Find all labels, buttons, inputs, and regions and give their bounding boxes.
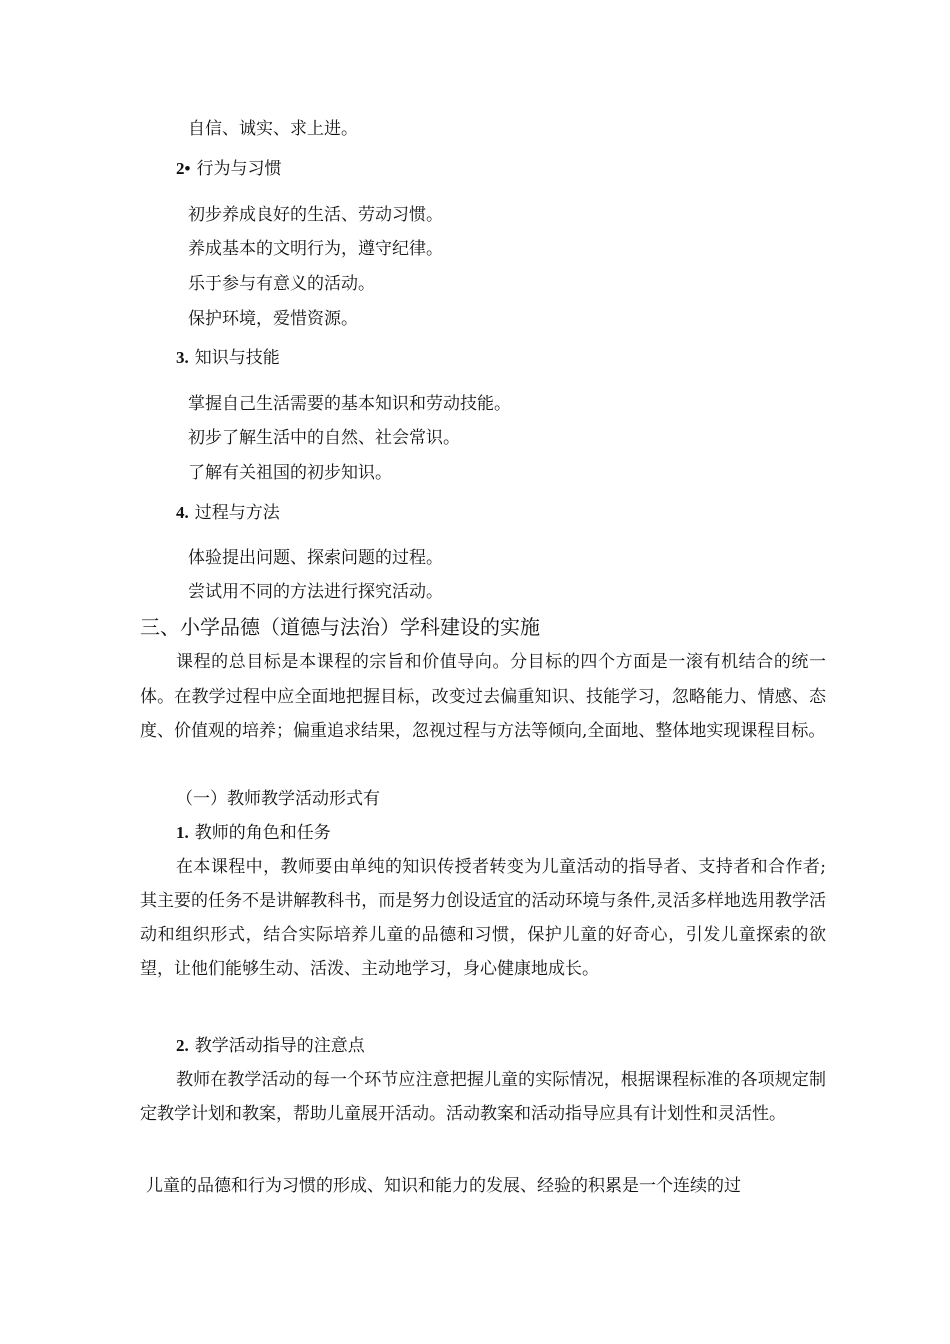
- list-item: 了解有关祖国的初步知识。: [188, 463, 392, 483]
- subheading-title: 过程与方法: [194, 503, 280, 523]
- subheading-number: 2.: [176, 1036, 189, 1055]
- subheading-number: 3.: [176, 348, 189, 367]
- subheading-teacher-role: [176, 822, 331, 844]
- subheading-number: 4.: [176, 503, 189, 522]
- subheading-number: 1.: [176, 823, 189, 842]
- list-item: 初步养成良好的生活、劳动习惯。: [188, 205, 443, 225]
- list-item: 保护环境，爱惜资源。: [188, 309, 358, 329]
- subheading-title: 行为与习惯: [196, 159, 282, 179]
- list-item: 体验提出问题、探索问题的过程。: [188, 548, 443, 568]
- subheading-guidance: [176, 1035, 365, 1057]
- list-item: 养成基本的文明行为，遵守纪律。: [188, 239, 443, 259]
- list-item: 乐于参与有意义的活动。: [188, 274, 375, 294]
- paragraph-intro: 课程的总目标是本课程的宗旨和价值导向。分目标的四个方面是一滚有机结合的统一体。在教学过程中应全面地把握目标，改变过去偏重知识、技能学习，忽略能力、情感、态度、价值观的培养；偏重追求结果，忽视过程与方法等倾向,全面地、整体地实现课程目标。: [140, 652, 826, 741]
- goal-item-self-confidence: 自信、诚实、求上进。: [188, 119, 358, 139]
- subheading-title: 教师的角色和任务: [194, 823, 331, 843]
- paragraph-guidance: 教师在教学活动的每一个环节应注意把握儿童的实际情况，根据课程标准的各项规定制定教学计划和教案，帮助儿童展开活动。活动教案和活动指导应具有计划性和灵活性。: [140, 1070, 826, 1124]
- subheading-behavior: [176, 158, 281, 180]
- list-item: 尝试用不同的方法进行探究活动。: [188, 582, 443, 602]
- subheading-title: 知识与技能: [194, 348, 280, 368]
- subheading-number: 2•: [176, 159, 191, 178]
- list-item: 初步了解生活中的自然、社会常识。: [188, 428, 460, 448]
- section-heading: 三、小学品德（道德与法治）学科建设的实施: [140, 615, 540, 639]
- subheading-teacher-activities: （一）教师教学活动形式有: [176, 789, 380, 809]
- paragraph-teacher-role: 在本课程中，教师要由单纯的知识传授者转变为儿童活动的指导者、支持者和合作者;其主要的任务不是讲解教科书，而是努力创设适宜的活动环境与条件,灵活多样地选用教学活动和组织形式，结合实际培养儿童的品德和习惯，保护儿童的好奇心，引发儿童探索的欲望，让他们能够生动、活泼、主动地学习，身心健康地成长。: [140, 857, 826, 979]
- subheading-knowledge: [176, 347, 280, 369]
- subheading-title: 教学活动指导的注意点: [194, 1036, 365, 1056]
- list-item: 掌握自己生活需要的基本知识和劳动技能。: [188, 394, 511, 414]
- paragraph-continuation: 儿童的品德和行为习惯的形成、知识和能力的发展、经验的积累是一个连续的过: [146, 1176, 741, 1196]
- subheading-process: [176, 502, 280, 524]
